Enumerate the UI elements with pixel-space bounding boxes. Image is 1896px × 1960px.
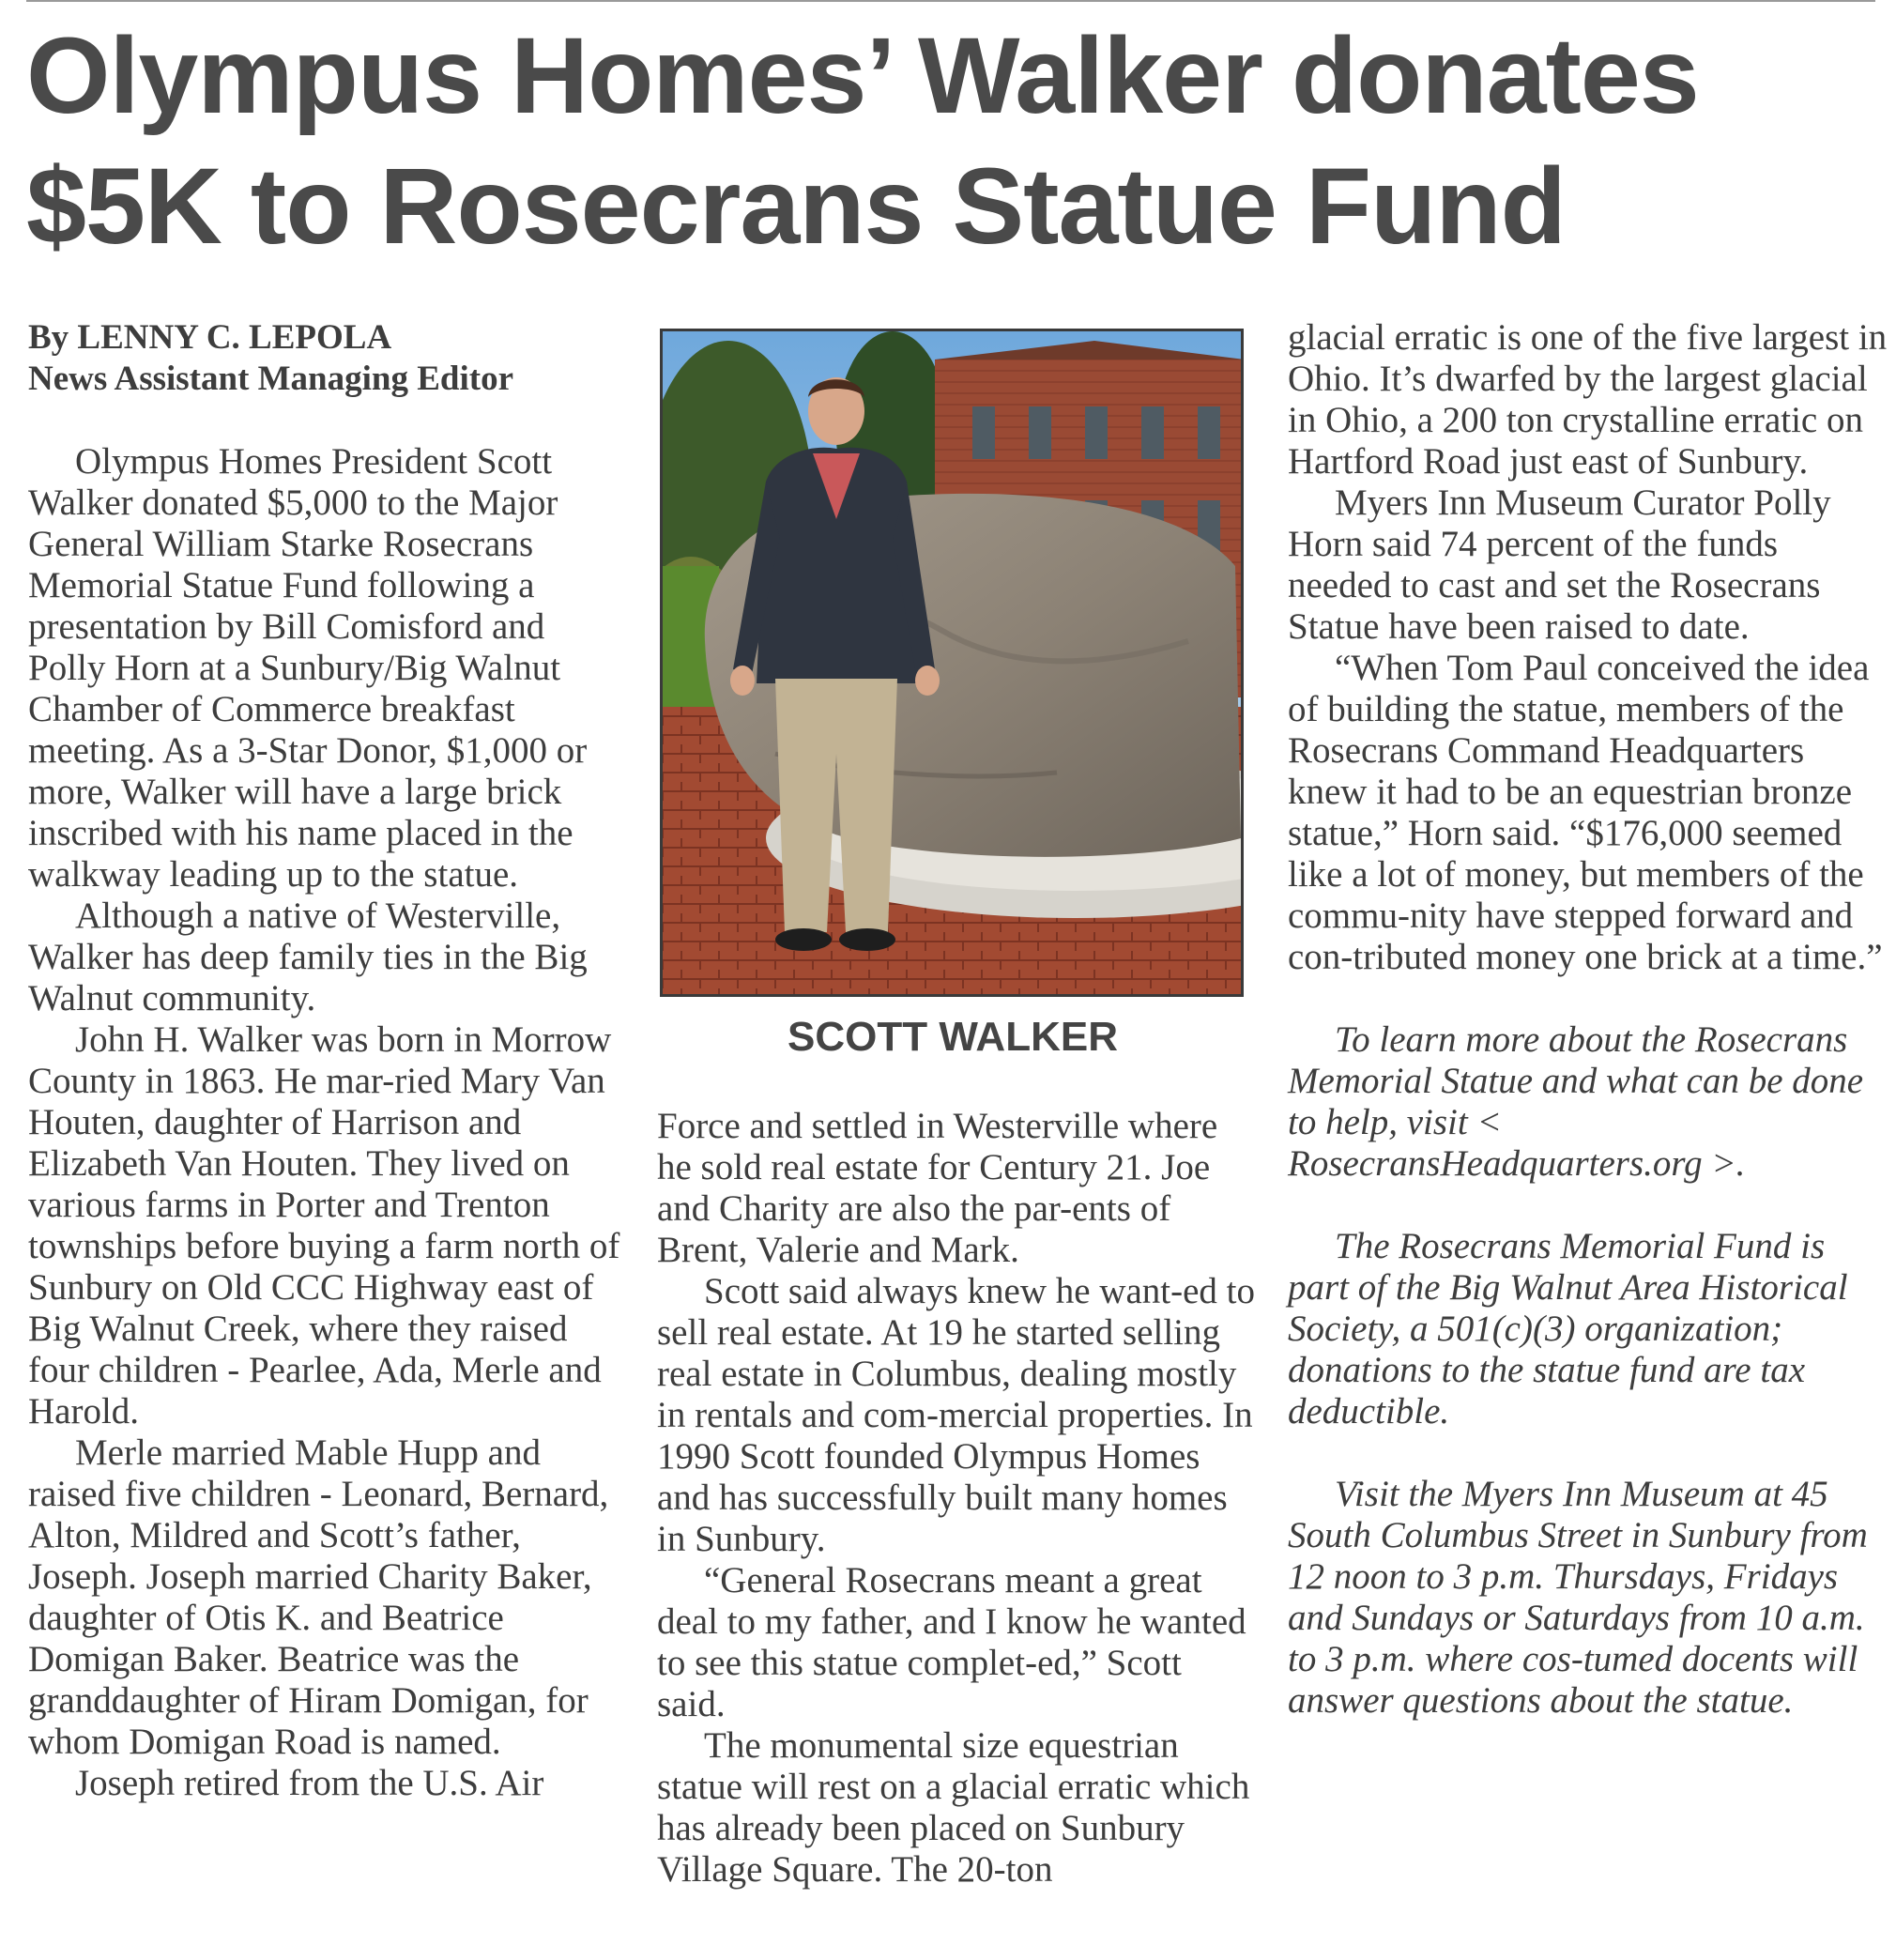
paragraph: Force and settled in Westerville where he sold real estate for Century 21. Joe and Charity are also the par-ents of Brent, Valerie and Mark. [657, 1106, 1218, 1270]
headline-line-1: Olympus Homes’ Walker donates [26, 16, 1699, 136]
headline-line-2: $5K to Rosecrans Statue Fund [26, 146, 1566, 267]
paragraph: Joseph retired from the U.S. Air [75, 1763, 544, 1803]
paragraph: John H. Walker was born in Morrow County in 1863. He mar-ried Mary Van Houten, daughter of Harrison and Elizabeth Van Houten. They lived on various farms in Porter and Trenton townships before buying a farm north of Sunbury on Old CCC Highway east of Big Walnut Creek, where they raised four children - Pearlee, Ada, Merle and Harold. [28, 1019, 620, 1432]
byline-author: By LENNY C. LEPOLA [28, 318, 392, 357]
photo-caption: SCOTT WALKER [787, 1014, 1118, 1060]
top-rule [26, 0, 1875, 2]
paragraph: Merle married Mable Hupp and raised five children - Leonard, Bernard, Alton, Mildred and Scott’s father, Joseph. Joseph married Charity Baker, daughter of Otis K. and Beatrice Domigan Baker. Beatrice was the granddaughter of Hiram Domigan, for whom Domigan Road is named. [28, 1432, 609, 1762]
column-2 [657, 1106, 1258, 1891]
paragraph: glacial erratic is one of the five largest in Ohio. It’s dwarfed by the largest glacial in Ohio, a 200 ton crystalline erratic on Hartford Road just east of Sunbury. [1288, 317, 1888, 482]
paragraph: “When Tom Paul conceived the idea of building the statue, members of the Rosecrans Command Headquarters knew it had to be an equestrian bronze statue,” Horn said. “$176,000 seemed like a lot of money, but members of the commu-nity have stepped forward and con-tributed money one brick at a time.” [1288, 648, 1883, 977]
paragraph: Olympus Homes President Scott Walker donated $5,000 to the Major General William Starke Rosecrans Memorial Statue Fund following a presentation by Bill Comisford and Polly Horn at a Sunbury/Big Walnut Chamber of Commerce breakfast meeting. As a 3-Star Donor, $1,000 or more, Walker will have a large brick inscribed with his name placed in the walkway leading up to the statue. [28, 441, 588, 895]
article-photo [660, 329, 1244, 997]
info-note: Visit the Myers Inn Museum at 45 South Columbus Street in Sunbury from 12 noon to 3 p.m. Thursdays, Fridays and Sundays or Saturdays from 10 a.m. to 3 p.m. where cos-tumed docents will answer questions about the statue. [1288, 1474, 1868, 1721]
headline [26, 11, 1885, 272]
info-note: The Rosecrans Memorial Fund is part of the Big Walnut Area Historical Society, a 501(c)(3) organization; donations to the statue fund are tax deductible. [1288, 1226, 1848, 1432]
photo-illustration [663, 331, 1241, 994]
byline [28, 317, 629, 400]
info-note: To learn more about the Rosecrans Memorial Statue and what can be done to help, visit < RosecransHeadquarters.org >. [1288, 1019, 1864, 1184]
paragraph: Myers Inn Museum Curator Polly Horn said 74 percent of the funds needed to cast and set the Rosecrans Statue have been raised to date. [1288, 482, 1831, 647]
paragraph: Although a native of Westerville, Walker has deep family ties in the Big Walnut community. [28, 896, 588, 1018]
paragraph: Scott said always knew he want-ed to sell real estate. At 19 he started selling real estate in Columbus, dealing mostly in rentals and com-mercial properties. In 1990 Scott founded Olympus Homes and has successfully built many homes in Sunbury. [657, 1271, 1256, 1559]
column-1 [28, 317, 629, 1804]
column-3 [1288, 317, 1888, 1722]
byline-title: News Assistant Managing Editor [28, 360, 514, 398]
paragraph: The monumental size equestrian statue will rest on a glacial erratic which has already been placed on Sunbury Village Square. The 20-ton [657, 1725, 1250, 1890]
paragraph: “General Rosecrans meant a great deal to my father, and I know he wanted to see this statue complet-ed,” Scott said. [657, 1560, 1246, 1724]
